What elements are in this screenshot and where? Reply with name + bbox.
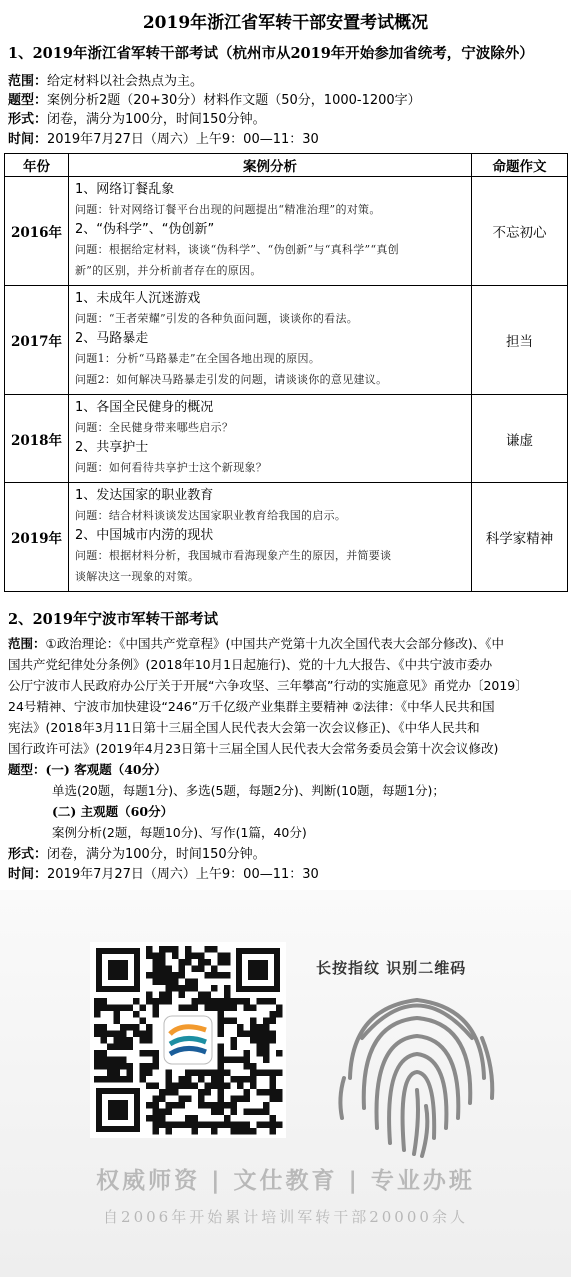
section1-form — [8, 111, 266, 129]
qr-code-icon[interactable] — [90, 942, 286, 1138]
case-question: 问题：针对网络订餐平台出现的问题提出“精准治理”的对策。 — [75, 203, 381, 216]
section2-scope — [8, 633, 564, 759]
case-question: 谈解决这一现象的对策。 — [75, 570, 200, 583]
scope-text: 给定材料以社会热点为主。 — [47, 74, 204, 89]
scope-label: 范围： — [8, 74, 48, 89]
header-year: 年份 — [5, 154, 69, 177]
scope-label: 范围： — [8, 636, 46, 651]
case-question: 问题：全民健身带来哪些启示？ — [75, 421, 234, 434]
case-title: 1、各国全民健身的概况 — [75, 400, 214, 415]
type-text: 案例分析2题（20+30分）材料作文题（50分，1000-1200字） — [47, 93, 421, 108]
objective-detail: 单选(20题，每题1分)、多选(5题，每题2分)、判断(10题，每题1分)； — [52, 783, 445, 798]
cases-cell — [69, 177, 472, 286]
sub-slogan: 自2006年开始累计培训军转干部20000余人 — [103, 1208, 468, 1226]
section1-time — [8, 131, 319, 149]
section1-type — [8, 92, 421, 110]
essay-theme-cell: 科学家精神 — [472, 483, 568, 592]
exam-table — [4, 153, 568, 592]
case-title: 1、发达国家的职业教育 — [75, 488, 214, 503]
year-cell: 2016年 — [5, 177, 69, 286]
essay-theme-cell: 不忘初心 — [472, 177, 568, 286]
cases-cell — [69, 286, 472, 395]
essay-theme-cell: 谦虚 — [472, 395, 568, 483]
scope-line: 范围：①政治理论：《中国共产党章程》(中国共产党第十九次全国代表大会部分修改)、《中 — [8, 636, 504, 651]
objective-heading: (一) 客观题（40分） — [45, 762, 167, 777]
case-question: 问题：结合材料谈谈发达国家职业教育给我国的启示。 — [75, 509, 347, 522]
section2-heading: 2、2019年宁波市军转干部考试 — [8, 611, 218, 628]
type-line — [8, 759, 564, 780]
year-cell: 2019年 — [5, 483, 69, 592]
case-question: 问题1：分析“马路暴走”在全国各地出现的原因。 — [75, 352, 321, 365]
header-cases: 案例分析 — [69, 154, 472, 177]
table-row — [5, 177, 568, 286]
case-title: 1、未成年人沉迷游戏 — [75, 291, 201, 306]
case-title: 2、共享护士 — [75, 440, 149, 455]
scope-line: 公厅宁波市人民政府办公厅关于开展“六争攻坚、三年攀高”行动的实施意见》甬党办〔2019〕 — [8, 678, 528, 693]
scope-line: 国行政许可法》(2019年4月23日第十三届全国人民代表大会常务委员会第十次会议修改) — [8, 741, 499, 756]
table-row — [5, 286, 568, 395]
case-title: 2、中国城市内涝的现状 — [75, 528, 214, 543]
case-title: 2、“伪科学”、“伪创新” — [75, 222, 215, 237]
table-header-row — [5, 154, 568, 177]
year-cell: 2018年 — [5, 395, 69, 483]
section2-type — [8, 759, 564, 843]
form-label: 形式： — [8, 112, 48, 127]
cases-cell — [69, 395, 472, 483]
promo-banner — [0, 890, 571, 1277]
slogan-bar: 权威师资 | 文仕教育 | 专业办班 — [96, 1168, 475, 1194]
case-question: 问题：根据材料分析，我国城市看海现象产生的原因，并简要谈 — [75, 549, 392, 562]
case-question: 问题2：如何解决马路暴走引发的问题，请谈谈你的意见建议。 — [75, 373, 388, 386]
time-text: 2019年7月27日（周六）上午9：00—11：30 — [47, 132, 319, 147]
wave-logo-icon — [164, 1016, 212, 1064]
section2-time — [8, 866, 319, 884]
section2-form — [8, 846, 266, 864]
form-text: 闭卷，满分为100分，时间150分钟。 — [47, 112, 266, 127]
page-title: 2019年浙江省军转干部安置考试概况 — [142, 13, 429, 33]
cases-cell — [69, 483, 472, 592]
scope-line: 国共产党纪律处分条例》(2018年10月1日起施行)、党的十九大报告、《中共宁波市委办 — [8, 657, 493, 672]
case-question: 新”的区别，并分析前者存在的原因。 — [75, 264, 262, 277]
year-cell: 2017年 — [5, 286, 69, 395]
fingerprint-label: 长按指纹 识别二维码 — [316, 959, 467, 977]
type-label: 题型： — [8, 93, 48, 108]
case-question: 问题：根据给定材料，谈谈“伪科学”、“伪创新”与“真科学”“真创 — [75, 243, 399, 256]
subjective-detail: 案例分析(2题，每题10分)、写作(1篇，40分) — [52, 825, 307, 840]
scope-line: 宪法》(2018年3月11日第十三届全国人民代表大会第一次会议修正)、《中华人民共和 — [8, 720, 480, 735]
table-row — [5, 395, 568, 483]
header-essay: 命题作文 — [472, 154, 568, 177]
fingerprint-icon[interactable] — [322, 978, 512, 1168]
section1-scope — [8, 73, 203, 91]
section1-heading: 1、2019年浙江省军转干部考试（杭州市从2019年开始参加省统考，宁波除外） — [8, 45, 534, 62]
case-title: 2、马路暴走 — [75, 331, 149, 346]
case-title: 1、网络订餐乱象 — [75, 182, 175, 197]
case-question: 问题：“王者荣耀”引发的各种负面问题，谈谈你的看法。 — [75, 312, 359, 325]
essay-theme-cell: 担当 — [472, 286, 568, 395]
time-label: 时间： — [8, 867, 48, 882]
form-label: 形式： — [8, 847, 48, 862]
time-label: 时间： — [8, 132, 48, 147]
type-label: 题型： — [8, 762, 46, 777]
time-text: 2019年7月27日（周六）上午9：00—11：30 — [47, 867, 319, 882]
table-row — [5, 483, 568, 592]
subjective-heading: (二) 主观题（60分） — [52, 804, 174, 819]
form-text: 闭卷，满分为100分，时间150分钟。 — [47, 847, 266, 862]
scope-line: 24号精神、宁波市加快建设“246”万千亿级产业集群主要精神 ②法律：《中华人民共和国 — [8, 699, 495, 714]
case-question: 问题：如何看待共享护士这个新现象？ — [75, 461, 268, 474]
